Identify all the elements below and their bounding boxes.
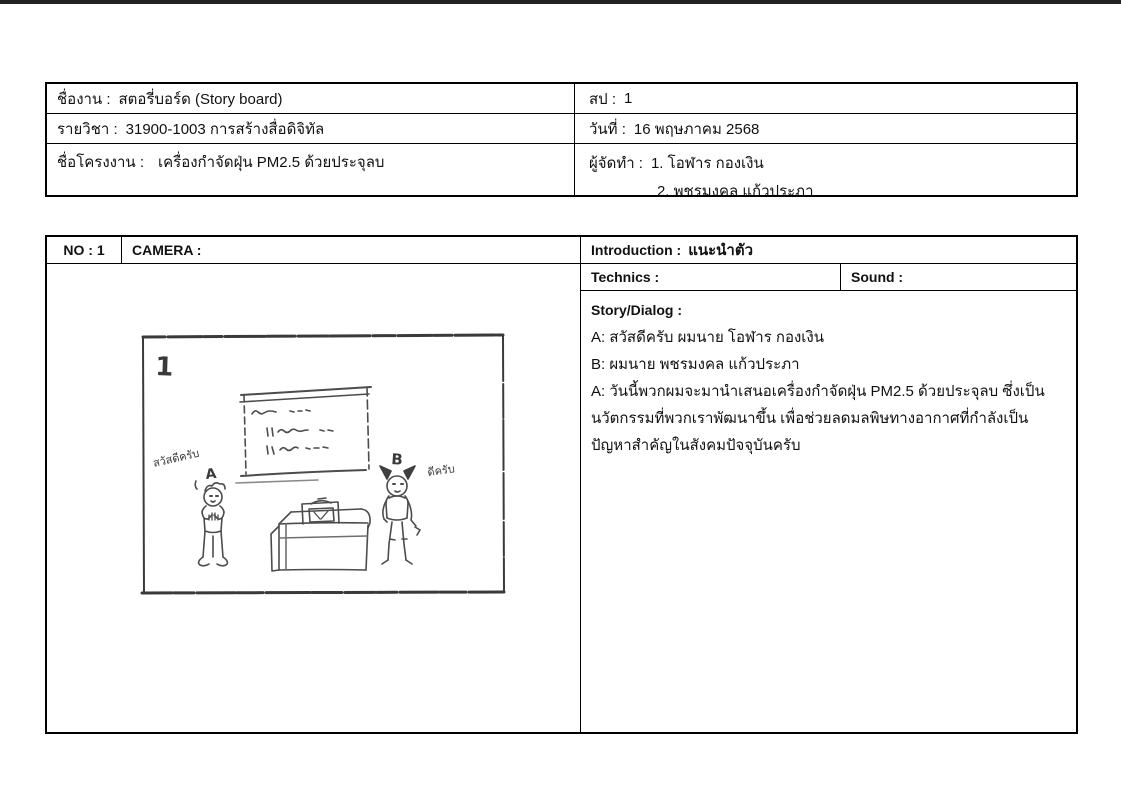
frame-number-label: 1 — [154, 352, 174, 383]
whiteboard-icon — [236, 387, 371, 483]
date-value: 16 พฤษภาคม 2568 — [633, 120, 760, 138]
character-b-speech: ดีครับ — [426, 462, 456, 479]
character-a-label: A — [204, 465, 218, 483]
desk-icon — [271, 509, 370, 571]
story-dialog-cell — [581, 291, 1076, 732]
scene-label: สป : — [589, 90, 617, 108]
dialog-line-a1: A: สวัสดีครับ ผมนาย โอฬาร กองเงิน — [591, 329, 824, 346]
storyboard-left-header — [47, 237, 580, 264]
job-title-cell — [47, 84, 575, 114]
introduction-label: Introduction : — [591, 242, 682, 258]
storyboard-table — [45, 235, 1078, 734]
sketch-area — [47, 264, 580, 732]
technics-cell: Technics : — [581, 264, 841, 290]
course-cell — [47, 114, 575, 144]
project-name-label: ชื่อโครงงาน : — [57, 154, 144, 171]
project-info-table — [45, 82, 1078, 197]
sound-cell: Sound : — [851, 269, 904, 285]
job-title-label: ชื่องาน : — [57, 90, 111, 108]
course-label: รายวิชา : — [57, 120, 118, 138]
storyboard-left-column — [47, 237, 580, 732]
authors-label: ผู้จัดทำ : — [589, 155, 643, 172]
project-name-value: เครื่องกำจัดฝุ่น PM2.5 ด้วยประจุลบ — [158, 154, 385, 171]
date-label: วันที่ : — [589, 120, 626, 138]
story-dialog-label: Story/Dialog : — [591, 302, 683, 318]
scene-cell — [575, 84, 1076, 114]
dialog-line-b1: B: ผมนาย พชรมงคล แก้วประภา — [591, 356, 800, 373]
character-b-label: B — [390, 450, 404, 469]
job-title-value: สตอรี่บอร์ด (Story board) — [118, 90, 283, 108]
scene-value: 1 — [624, 90, 633, 107]
author-1: 1. โอฬาร กองเงิน — [650, 155, 764, 172]
technics-sound-row — [581, 264, 1076, 291]
top-black-bar — [0, 0, 1121, 4]
character-a-speech: สวัสดีครับ — [151, 446, 201, 470]
storyboard-right-column — [580, 237, 1076, 732]
character-b-icon — [380, 466, 420, 564]
shot-number-cell: NO : 1 — [47, 237, 122, 263]
dialog-line-a2: A: วันนี้พวกผมจะมานำเสนอเครื่องกำจัดฝุ่น PM2.5 ด้วยประจุลบ ซึ่งเป็นนวัตกรรมที่พวกเราพัฒนาขึ้น เพื่อช่วยลดมลพิษทางอากาศที่กำลังเป็นปัญหาสำคัญในสังคมปัจจุบันครับ — [591, 383, 1045, 454]
storyboard-frame-sketch — [140, 333, 506, 597]
date-cell — [575, 114, 1076, 144]
project-name-cell — [47, 144, 575, 195]
character-a-icon — [195, 481, 227, 566]
authors-cell — [575, 144, 1076, 195]
introduction-row — [581, 237, 1076, 264]
author-2: 2. พชรมงคล แก้วประภา — [656, 183, 814, 195]
course-value: 31900-1003 การสร้างสื่อดิจิทัล — [125, 120, 325, 138]
introduction-value: แนะนำตัว — [688, 242, 754, 259]
camera-cell: CAMERA : — [132, 242, 202, 258]
